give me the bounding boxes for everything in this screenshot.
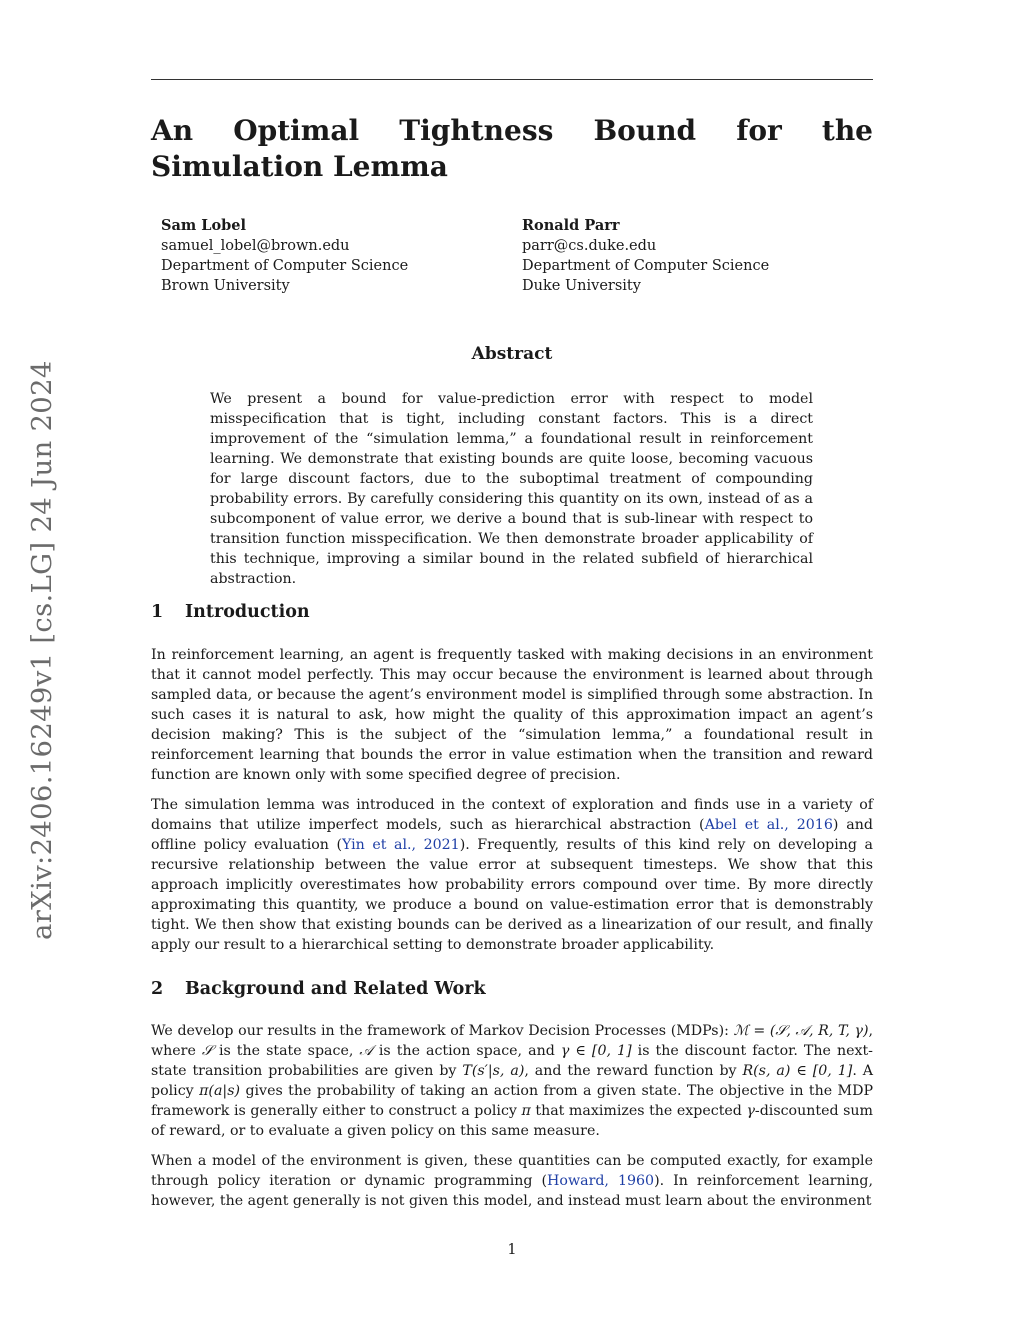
math-mdp-tuple: ℳ = (𝒮, 𝒜, R, T, γ): [733, 1023, 869, 1039]
text-run: ). In reinforcement learning, however, the agent generally is not given this model, and instead must learn about the environment: [151, 1173, 873, 1209]
math-action-space: 𝒜: [359, 1043, 373, 1059]
math-policy: π(a|s): [199, 1083, 241, 1099]
author-name: Sam Lobel: [161, 217, 246, 234]
citation-link[interactable]: Abel et al., 2016: [704, 817, 833, 833]
section-heading-background: [151, 979, 486, 999]
section-number: 2: [151, 979, 164, 999]
section-title: Background and Related Work: [185, 979, 486, 999]
text-run: is the action space, and: [372, 1043, 561, 1059]
text-run: We develop our results in the framework of Markov Decision Processes (MDPs):: [151, 1023, 734, 1039]
text-run: When a model of the environment is given, these quantities can be computed exactly, for example through policy iteration or dynamic programming (: [151, 1153, 873, 1189]
math-reward: R(s, a) ∈ [0, 1]: [742, 1063, 853, 1079]
section-heading-introduction: [151, 602, 310, 622]
math-gamma: γ: [746, 1103, 755, 1119]
text-run: gives the probability of taking an action from a given state. The objective in the MDP framework is generally either to construct a policy: [151, 1083, 874, 1119]
text-run: -discounted sum of reward, or to evaluate a given policy on this same measure.: [151, 1103, 873, 1139]
text-run: ) and offline policy evaluation (: [151, 817, 873, 853]
background-body: [151, 1021, 873, 1221]
author-university: Duke University: [522, 278, 641, 294]
text-run: . A policy: [151, 1063, 873, 1099]
math-state-space: 𝒮: [201, 1043, 213, 1059]
author-block-1: [161, 216, 408, 296]
math-pi: π: [521, 1103, 531, 1119]
paper-title: An Optimal Tightness Bound for the Simulation Lemma: [151, 114, 873, 183]
author-department: Department of Computer Science: [522, 258, 770, 274]
text-run: is the state space,: [212, 1043, 360, 1059]
author-university: Brown University: [161, 278, 290, 294]
math-discount: γ ∈ [0, 1]: [560, 1043, 632, 1059]
author-block-2: [522, 216, 769, 296]
section-number: 1: [151, 602, 164, 622]
text-run: is the discount factor. The next-state transition probabilities are given by: [151, 1043, 873, 1079]
paragraph: [151, 795, 873, 955]
abstract-text: We present a bound for value-prediction error with respect to model misspecification that is tight, including constant factors. This is a direct improvement of the “simulation lemma,” a foundational result in reinforcement learning. We demonstrate that existing bounds are quite loose, becoming vacuous for large discount factors, due to the suboptimal treatment of compounding probability errors. By carefully considering this quantity on its own, instead of as a subcomponent of value error, we derive a bound that is sub-linear with respect to transition function misspecification. We then demonstrate broader applicability of this technique, improving a similar bound in the related subfield of hierarchical abstraction.: [210, 391, 813, 587]
title-rule: [151, 79, 873, 80]
citation-link[interactable]: Howard, 1960: [547, 1173, 655, 1189]
abstract-heading: Abstract: [471, 344, 553, 364]
introduction-body: [151, 645, 873, 965]
page-number: 1: [507, 1242, 517, 1258]
text-run: The simulation lemma was introduced in the context of exploration and finds use in a variety of domains that utilize imperfect models, such as hierarchical abstraction (: [151, 797, 873, 833]
paragraph: [151, 1151, 873, 1211]
author-email: samuel_lobel@brown.edu: [161, 238, 350, 254]
arxiv-identifier-stamp: arXiv:2406.16249v1 [cs.LG] 24 Jun 2024: [26, 360, 58, 940]
text-run: that maximizes the expected: [530, 1103, 747, 1119]
author-name: Ronald Parr: [522, 217, 620, 234]
citation-link[interactable]: Yin et al., 2021: [342, 837, 460, 853]
section-title: Introduction: [185, 602, 310, 622]
text-run: , and the reward function by: [524, 1063, 743, 1079]
author-email: parr@cs.duke.edu: [522, 238, 657, 254]
math-transition: T(s′|s, a): [462, 1063, 525, 1079]
text-run: , where: [151, 1023, 874, 1059]
author-department: Department of Computer Science: [161, 258, 409, 274]
paragraph: [151, 1021, 873, 1141]
paragraph: In reinforcement learning, an agent is frequently tasked with making decisions in an environment that it cannot model perfectly. This may occur because the environment is learned about through sampled data, or because the agent’s environment model is simplified through some abstraction. In such cases it is natural to ask, how might the quality of this approximation impact an agent’s decision making? This is the subject of the “simulation lemma,” a foundational result in reinforcement learning that bounds the error in value estimation when the transition and reward function are known only with some specified degree of precision.: [151, 647, 873, 783]
text-run: ). Frequently, results of this kind rely on developing a recursive relationship between the value error at subsequent timesteps. We show that this approach implicitly overestimates how probability errors compound over time. By more directly approximating this quantity, we produce a bound on value-estimation error that is demonstrably tight. We then show that existing bounds can be derived as a linearization of our result, and finally apply our result to a hierarchical setting to demonstrate broader applicability.: [151, 837, 873, 953]
